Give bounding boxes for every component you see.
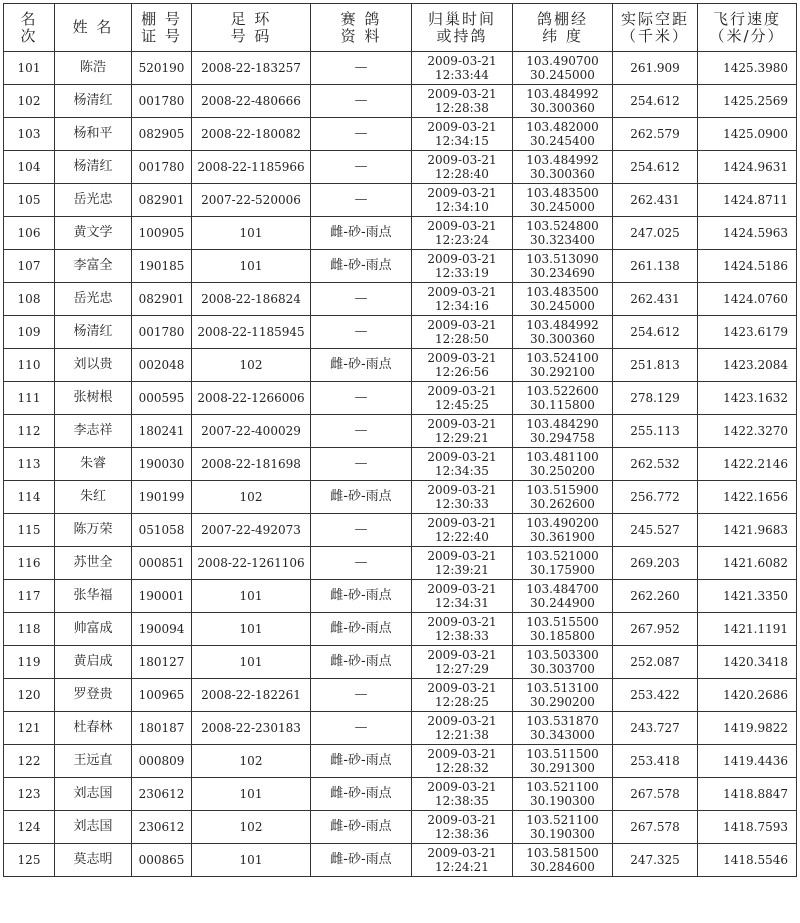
arrival-time-cell: 2009-03-21 12:39:21 xyxy=(412,547,513,580)
distance-cell: 254.612 xyxy=(613,151,698,184)
speed-cell: 1422.3270 xyxy=(698,415,797,448)
coordinates-cell: 103.531870 30.343000 xyxy=(513,712,613,745)
coordinates-cell: 103.484700 30.244900 xyxy=(513,580,613,613)
speed-cell: 1421.1191 xyxy=(698,613,797,646)
header-loft-coordinates: 鸽棚经 纬 度 xyxy=(513,4,613,52)
pigeon-info-cell: — xyxy=(311,547,412,580)
loft-id-cell: 082905 xyxy=(132,118,192,151)
distance-cell: 255.113 xyxy=(613,415,698,448)
table-row xyxy=(4,448,797,481)
distance-cell: 254.612 xyxy=(613,85,698,118)
rank-cell: 110 xyxy=(4,349,55,382)
distance-cell: 262.431 xyxy=(613,184,698,217)
table-row xyxy=(4,349,797,382)
header-speed: 飞行速度 （米/分） xyxy=(698,4,797,52)
table-row xyxy=(4,85,797,118)
name-cell: 黄文学 xyxy=(55,217,132,250)
rank-cell: 114 xyxy=(4,481,55,514)
name-cell: 杜春林 xyxy=(55,712,132,745)
pigeon-info-cell: 雌-砂-雨点 xyxy=(311,646,412,679)
table-row xyxy=(4,778,797,811)
speed-cell: 1424.8711 xyxy=(698,184,797,217)
pigeon-info-cell: — xyxy=(311,184,412,217)
rank-cell: 101 xyxy=(4,52,55,85)
distance-cell: 267.578 xyxy=(613,811,698,844)
table-row xyxy=(4,283,797,316)
speed-cell: 1424.0760 xyxy=(698,283,797,316)
speed-cell: 1423.1632 xyxy=(698,382,797,415)
arrival-time-cell: 2009-03-21 12:27:29 xyxy=(412,646,513,679)
ring-number-cell: 101 xyxy=(192,646,311,679)
ring-number-cell: 101 xyxy=(192,778,311,811)
loft-id-cell: 520190 xyxy=(132,52,192,85)
table-row xyxy=(4,118,797,151)
table-row xyxy=(4,811,797,844)
name-cell: 罗登贵 xyxy=(55,679,132,712)
rank-cell: 106 xyxy=(4,217,55,250)
arrival-time-cell: 2009-03-21 12:29:21 xyxy=(412,415,513,448)
arrival-time-cell: 2009-03-21 12:22:40 xyxy=(412,514,513,547)
pigeon-info-cell: — xyxy=(311,85,412,118)
distance-cell: 256.772 xyxy=(613,481,698,514)
coordinates-cell: 103.483500 30.245000 xyxy=(513,184,613,217)
speed-cell: 1425.0900 xyxy=(698,118,797,151)
pigeon-info-cell: — xyxy=(311,151,412,184)
loft-id-cell: 190030 xyxy=(132,448,192,481)
table-header xyxy=(4,4,797,52)
name-cell: 王远直 xyxy=(55,745,132,778)
loft-id-cell: 000865 xyxy=(132,844,192,877)
results-sheet xyxy=(3,3,796,919)
name-cell: 刘以贵 xyxy=(55,349,132,382)
name-cell: 杨清红 xyxy=(55,316,132,349)
pigeon-info-cell: 雌-砂-雨点 xyxy=(311,811,412,844)
pigeon-info-cell: 雌-砂-雨点 xyxy=(311,580,412,613)
ring-number-cell: 2008-22-1185945 xyxy=(192,316,311,349)
arrival-time-cell: 2009-03-21 12:34:10 xyxy=(412,184,513,217)
coordinates-cell: 103.524100 30.292100 xyxy=(513,349,613,382)
pigeon-info-cell: — xyxy=(311,283,412,316)
ring-number-cell: 101 xyxy=(192,613,311,646)
ring-number-cell: 2008-22-182261 xyxy=(192,679,311,712)
table-row xyxy=(4,382,797,415)
distance-cell: 251.813 xyxy=(613,349,698,382)
speed-cell: 1422.1656 xyxy=(698,481,797,514)
arrival-time-cell: 2009-03-21 12:28:50 xyxy=(412,316,513,349)
loft-id-cell: 180241 xyxy=(132,415,192,448)
rank-cell: 118 xyxy=(4,613,55,646)
speed-cell: 1424.5186 xyxy=(698,250,797,283)
loft-id-cell: 190185 xyxy=(132,250,192,283)
table-row xyxy=(4,184,797,217)
speed-cell: 1423.6179 xyxy=(698,316,797,349)
coordinates-cell: 103.524800 30.323400 xyxy=(513,217,613,250)
coordinates-cell: 103.490200 30.361900 xyxy=(513,514,613,547)
distance-cell: 278.129 xyxy=(613,382,698,415)
name-cell: 陈万荣 xyxy=(55,514,132,547)
coordinates-cell: 103.515500 30.185800 xyxy=(513,613,613,646)
ring-number-cell: 101 xyxy=(192,844,311,877)
name-cell: 陈浩 xyxy=(55,52,132,85)
ring-number-cell: 2008-22-180082 xyxy=(192,118,311,151)
pigeon-info-cell: 雌-砂-雨点 xyxy=(311,745,412,778)
arrival-time-cell: 2009-03-21 12:21:38 xyxy=(412,712,513,745)
name-cell: 朱红 xyxy=(55,481,132,514)
coordinates-cell: 103.482000 30.245400 xyxy=(513,118,613,151)
pigeon-info-cell: — xyxy=(311,382,412,415)
coordinates-cell: 103.581500 30.284600 xyxy=(513,844,613,877)
table-row xyxy=(4,580,797,613)
rank-cell: 123 xyxy=(4,778,55,811)
table-row xyxy=(4,745,797,778)
rank-cell: 115 xyxy=(4,514,55,547)
distance-cell: 261.138 xyxy=(613,250,698,283)
coordinates-cell: 103.484992 30.300360 xyxy=(513,85,613,118)
speed-cell: 1418.7593 xyxy=(698,811,797,844)
ring-number-cell: 102 xyxy=(192,481,311,514)
name-cell: 张树根 xyxy=(55,382,132,415)
pigeon-info-cell: — xyxy=(311,679,412,712)
ring-number-cell: 101 xyxy=(192,217,311,250)
arrival-time-cell: 2009-03-21 12:33:44 xyxy=(412,52,513,85)
arrival-time-cell: 2009-03-21 12:34:35 xyxy=(412,448,513,481)
rank-cell: 117 xyxy=(4,580,55,613)
table-row xyxy=(4,712,797,745)
loft-id-cell: 082901 xyxy=(132,283,192,316)
pigeon-info-cell: 雌-砂-雨点 xyxy=(311,217,412,250)
table-row xyxy=(4,844,797,877)
speed-cell: 1418.8847 xyxy=(698,778,797,811)
header-pigeon-info: 赛 鸽 资 料 xyxy=(311,4,412,52)
speed-cell: 1422.2146 xyxy=(698,448,797,481)
arrival-time-cell: 2009-03-21 12:28:25 xyxy=(412,679,513,712)
arrival-time-cell: 2009-03-21 12:38:35 xyxy=(412,778,513,811)
ring-number-cell: 2008-22-183257 xyxy=(192,52,311,85)
arrival-time-cell: 2009-03-21 12:38:33 xyxy=(412,613,513,646)
pigeon-info-cell: — xyxy=(311,712,412,745)
arrival-time-cell: 2009-03-21 12:26:56 xyxy=(412,349,513,382)
pigeon-info-cell: 雌-砂-雨点 xyxy=(311,778,412,811)
ring-number-cell: 2008-22-1261106 xyxy=(192,547,311,580)
distance-cell: 245.527 xyxy=(613,514,698,547)
loft-id-cell: 002048 xyxy=(132,349,192,382)
table-row xyxy=(4,547,797,580)
table-row xyxy=(4,415,797,448)
header-arrival-time: 归巢时间 或持鸽 xyxy=(412,4,513,52)
coordinates-cell: 103.513100 30.290200 xyxy=(513,679,613,712)
name-cell: 李志祥 xyxy=(55,415,132,448)
table-row xyxy=(4,613,797,646)
ring-number-cell: 2008-22-1266006 xyxy=(192,382,311,415)
arrival-time-cell: 2009-03-21 12:38:36 xyxy=(412,811,513,844)
distance-cell: 247.025 xyxy=(613,217,698,250)
coordinates-cell: 103.503300 30.303700 xyxy=(513,646,613,679)
arrival-time-cell: 2009-03-21 12:23:24 xyxy=(412,217,513,250)
table-row xyxy=(4,646,797,679)
name-cell: 刘志国 xyxy=(55,811,132,844)
name-cell: 张华福 xyxy=(55,580,132,613)
name-cell: 刘志国 xyxy=(55,778,132,811)
ring-number-cell: 2008-22-480666 xyxy=(192,85,311,118)
ring-number-cell: 2007-22-400029 xyxy=(192,415,311,448)
rank-cell: 121 xyxy=(4,712,55,745)
pigeon-info-cell: 雌-砂-雨点 xyxy=(311,481,412,514)
distance-cell: 262.431 xyxy=(613,283,698,316)
pigeon-info-cell: — xyxy=(311,448,412,481)
distance-cell: 243.727 xyxy=(613,712,698,745)
header-row xyxy=(4,4,797,52)
coordinates-cell: 103.513090 30.234690 xyxy=(513,250,613,283)
speed-cell: 1424.9631 xyxy=(698,151,797,184)
loft-id-cell: 100905 xyxy=(132,217,192,250)
distance-cell: 267.578 xyxy=(613,778,698,811)
name-cell: 岳光忠 xyxy=(55,184,132,217)
loft-id-cell: 180187 xyxy=(132,712,192,745)
coordinates-cell: 103.481100 30.250200 xyxy=(513,448,613,481)
coordinates-cell: 103.521000 30.175900 xyxy=(513,547,613,580)
arrival-time-cell: 2009-03-21 12:33:19 xyxy=(412,250,513,283)
arrival-time-cell: 2009-03-21 12:45:25 xyxy=(412,382,513,415)
race-results-table xyxy=(3,3,797,877)
loft-id-cell: 100965 xyxy=(132,679,192,712)
rank-cell: 125 xyxy=(4,844,55,877)
table-row xyxy=(4,217,797,250)
ring-number-cell: 102 xyxy=(192,745,311,778)
pigeon-info-cell: 雌-砂-雨点 xyxy=(311,349,412,382)
rank-cell: 102 xyxy=(4,85,55,118)
loft-id-cell: 001780 xyxy=(132,151,192,184)
loft-id-cell: 000595 xyxy=(132,382,192,415)
name-cell: 帅富成 xyxy=(55,613,132,646)
rank-cell: 104 xyxy=(4,151,55,184)
ring-number-cell: 102 xyxy=(192,811,311,844)
loft-id-cell: 000809 xyxy=(132,745,192,778)
speed-cell: 1419.4436 xyxy=(698,745,797,778)
speed-cell: 1421.6082 xyxy=(698,547,797,580)
rank-cell: 105 xyxy=(4,184,55,217)
table-row xyxy=(4,481,797,514)
header-ring-number: 足 环 号 码 xyxy=(192,4,311,52)
distance-cell: 253.418 xyxy=(613,745,698,778)
ring-number-cell: 2007-22-492073 xyxy=(192,514,311,547)
distance-cell: 262.579 xyxy=(613,118,698,151)
name-cell: 杨和平 xyxy=(55,118,132,151)
distance-cell: 262.532 xyxy=(613,448,698,481)
distance-cell: 262.260 xyxy=(613,580,698,613)
header-name: 姓 名 xyxy=(55,4,132,52)
loft-id-cell: 190001 xyxy=(132,580,192,613)
distance-cell: 261.909 xyxy=(613,52,698,85)
table-row xyxy=(4,514,797,547)
arrival-time-cell: 2009-03-21 12:28:32 xyxy=(412,745,513,778)
distance-cell: 267.952 xyxy=(613,613,698,646)
table-row xyxy=(4,250,797,283)
rank-cell: 103 xyxy=(4,118,55,151)
table-row xyxy=(4,151,797,184)
name-cell: 杨清红 xyxy=(55,151,132,184)
pigeon-info-cell: — xyxy=(311,118,412,151)
rank-cell: 120 xyxy=(4,679,55,712)
distance-cell: 269.203 xyxy=(613,547,698,580)
rank-cell: 109 xyxy=(4,316,55,349)
distance-cell: 253.422 xyxy=(613,679,698,712)
header-loft-id: 棚 号 证 号 xyxy=(132,4,192,52)
header-rank: 名 次 xyxy=(4,4,55,52)
ring-number-cell: 2008-22-230183 xyxy=(192,712,311,745)
table-body xyxy=(4,52,797,877)
pigeon-info-cell: 雌-砂-雨点 xyxy=(311,613,412,646)
coordinates-cell: 103.511500 30.291300 xyxy=(513,745,613,778)
loft-id-cell: 082901 xyxy=(132,184,192,217)
loft-id-cell: 190199 xyxy=(132,481,192,514)
rank-cell: 122 xyxy=(4,745,55,778)
pigeon-info-cell: 雌-砂-雨点 xyxy=(311,250,412,283)
name-cell: 岳光忠 xyxy=(55,283,132,316)
coordinates-cell: 103.515900 30.262600 xyxy=(513,481,613,514)
rank-cell: 107 xyxy=(4,250,55,283)
speed-cell: 1425.3980 xyxy=(698,52,797,85)
name-cell: 朱睿 xyxy=(55,448,132,481)
loft-id-cell: 190094 xyxy=(132,613,192,646)
rank-cell: 108 xyxy=(4,283,55,316)
rank-cell: 112 xyxy=(4,415,55,448)
header-distance: 实际空距 （千米） xyxy=(613,4,698,52)
arrival-time-cell: 2009-03-21 12:30:33 xyxy=(412,481,513,514)
rank-cell: 113 xyxy=(4,448,55,481)
table-row xyxy=(4,52,797,85)
ring-number-cell: 102 xyxy=(192,349,311,382)
coordinates-cell: 103.484290 30.294758 xyxy=(513,415,613,448)
pigeon-info-cell: — xyxy=(311,52,412,85)
ring-number-cell: 2008-22-1185966 xyxy=(192,151,311,184)
arrival-time-cell: 2009-03-21 12:28:38 xyxy=(412,85,513,118)
coordinates-cell: 103.484992 30.300360 xyxy=(513,151,613,184)
loft-id-cell: 230612 xyxy=(132,811,192,844)
coordinates-cell: 103.490700 30.245000 xyxy=(513,52,613,85)
arrival-time-cell: 2009-03-21 12:34:31 xyxy=(412,580,513,613)
speed-cell: 1425.2569 xyxy=(698,85,797,118)
loft-id-cell: 001780 xyxy=(132,85,192,118)
pigeon-info-cell: — xyxy=(311,514,412,547)
speed-cell: 1424.5963 xyxy=(698,217,797,250)
loft-id-cell: 001780 xyxy=(132,316,192,349)
arrival-time-cell: 2009-03-21 12:34:16 xyxy=(412,283,513,316)
rank-cell: 119 xyxy=(4,646,55,679)
name-cell: 苏世全 xyxy=(55,547,132,580)
speed-cell: 1419.9822 xyxy=(698,712,797,745)
rank-cell: 111 xyxy=(4,382,55,415)
name-cell: 黄启成 xyxy=(55,646,132,679)
speed-cell: 1421.9683 xyxy=(698,514,797,547)
name-cell: 李富全 xyxy=(55,250,132,283)
ring-number-cell: 101 xyxy=(192,250,311,283)
speed-cell: 1420.2686 xyxy=(698,679,797,712)
rank-cell: 116 xyxy=(4,547,55,580)
distance-cell: 252.087 xyxy=(613,646,698,679)
ring-number-cell: 2008-22-186824 xyxy=(192,283,311,316)
ring-number-cell: 2007-22-520006 xyxy=(192,184,311,217)
coordinates-cell: 103.484992 30.300360 xyxy=(513,316,613,349)
loft-id-cell: 051058 xyxy=(132,514,192,547)
name-cell: 莫志明 xyxy=(55,844,132,877)
distance-cell: 247.325 xyxy=(613,844,698,877)
pigeon-info-cell: — xyxy=(311,316,412,349)
loft-id-cell: 230612 xyxy=(132,778,192,811)
ring-number-cell: 2008-22-181698 xyxy=(192,448,311,481)
coordinates-cell: 103.521100 30.190300 xyxy=(513,778,613,811)
coordinates-cell: 103.522600 30.115800 xyxy=(513,382,613,415)
speed-cell: 1418.5546 xyxy=(698,844,797,877)
arrival-time-cell: 2009-03-21 12:28:40 xyxy=(412,151,513,184)
speed-cell: 1423.2084 xyxy=(698,349,797,382)
loft-id-cell: 000851 xyxy=(132,547,192,580)
name-cell: 杨清红 xyxy=(55,85,132,118)
coordinates-cell: 103.483500 30.245000 xyxy=(513,283,613,316)
speed-cell: 1420.3418 xyxy=(698,646,797,679)
speed-cell: 1421.3350 xyxy=(698,580,797,613)
table-row xyxy=(4,679,797,712)
coordinates-cell: 103.521100 30.190300 xyxy=(513,811,613,844)
distance-cell: 254.612 xyxy=(613,316,698,349)
loft-id-cell: 180127 xyxy=(132,646,192,679)
arrival-time-cell: 2009-03-21 12:24:21 xyxy=(412,844,513,877)
table-row xyxy=(4,316,797,349)
ring-number-cell: 101 xyxy=(192,580,311,613)
pigeon-info-cell: — xyxy=(311,415,412,448)
arrival-time-cell: 2009-03-21 12:34:15 xyxy=(412,118,513,151)
pigeon-info-cell: 雌-砂-雨点 xyxy=(311,844,412,877)
rank-cell: 124 xyxy=(4,811,55,844)
